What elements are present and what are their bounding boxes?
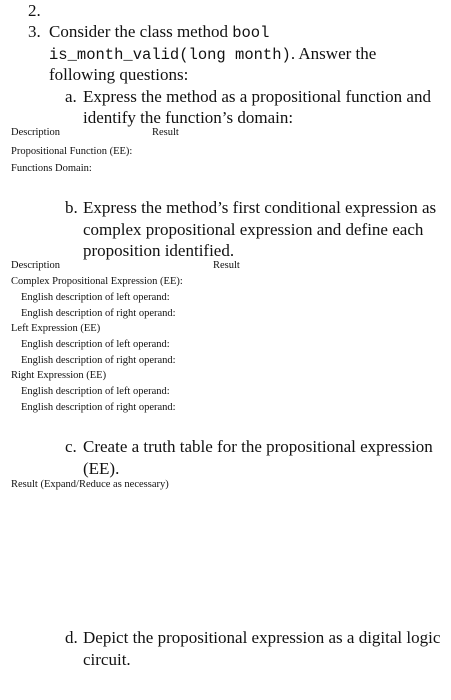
part-a-header-description: Description xyxy=(11,127,60,138)
code-method-signature: is_month_valid(long month) xyxy=(49,46,291,64)
part-b-line3: proposition identified. xyxy=(83,241,235,260)
part-b-line1: Express the method’s first conditional expression as xyxy=(83,198,437,217)
question-intro-text: Consider the class method xyxy=(49,22,233,41)
question-intro-line2 xyxy=(49,43,376,66)
part-c-line2: (EE). xyxy=(83,459,120,478)
part-d-letter: d. xyxy=(65,628,78,647)
part-b-row-right-desc-1: English description of right operand: xyxy=(21,308,176,319)
part-b-row-left-expression: Left Expression (EE) xyxy=(11,323,101,334)
part-b-row-right-desc-3: English description of right operand: xyxy=(21,402,176,413)
part-c-result-note: Result (Expand/Reduce as necessary) xyxy=(11,479,169,490)
part-a-row-domain: Functions Domain: xyxy=(11,163,92,174)
part-a-line2: identify the function’s domain: xyxy=(83,108,294,127)
part-a-letter: a. xyxy=(65,87,77,106)
part-b-line2: complex propositional expression and define each xyxy=(83,220,424,239)
page-number: 2. xyxy=(28,1,41,20)
question-intro-line1 xyxy=(49,21,269,44)
part-b-letter: b. xyxy=(65,198,78,217)
part-b-row-left-desc-2: English description of left operand: xyxy=(21,339,170,350)
part-b-row-complex-expression: Complex Propositional Expression (EE): xyxy=(11,276,183,287)
part-a-header-result: Result xyxy=(152,127,179,138)
question-number: 3. xyxy=(28,22,41,41)
part-d-line2: circuit. xyxy=(83,650,131,669)
code-return-type: bool xyxy=(232,24,270,42)
part-d-line1: Depict the propositional expression as a digital logic xyxy=(83,628,441,647)
part-b-header-description: Description xyxy=(11,260,60,271)
part-c-line1: Create a truth table for the propositional expression xyxy=(83,437,433,456)
part-c-letter: c. xyxy=(65,437,77,456)
question-after-code: . Answer the xyxy=(290,44,377,63)
part-a-row-propositional-function: Propositional Function (EE): xyxy=(11,146,133,157)
part-b-row-right-expression: Right Expression (EE) xyxy=(11,370,107,381)
part-b-row-left-desc-1: English description of left operand: xyxy=(21,292,170,303)
part-b-header-result: Result xyxy=(213,260,240,271)
question-intro-line3: following questions: xyxy=(49,65,189,84)
part-b-row-left-desc-3: English description of left operand: xyxy=(21,386,170,397)
part-a-line1: Express the method as a propositional function and xyxy=(83,87,431,106)
part-b-row-right-desc-2: English description of right operand: xyxy=(21,355,176,366)
